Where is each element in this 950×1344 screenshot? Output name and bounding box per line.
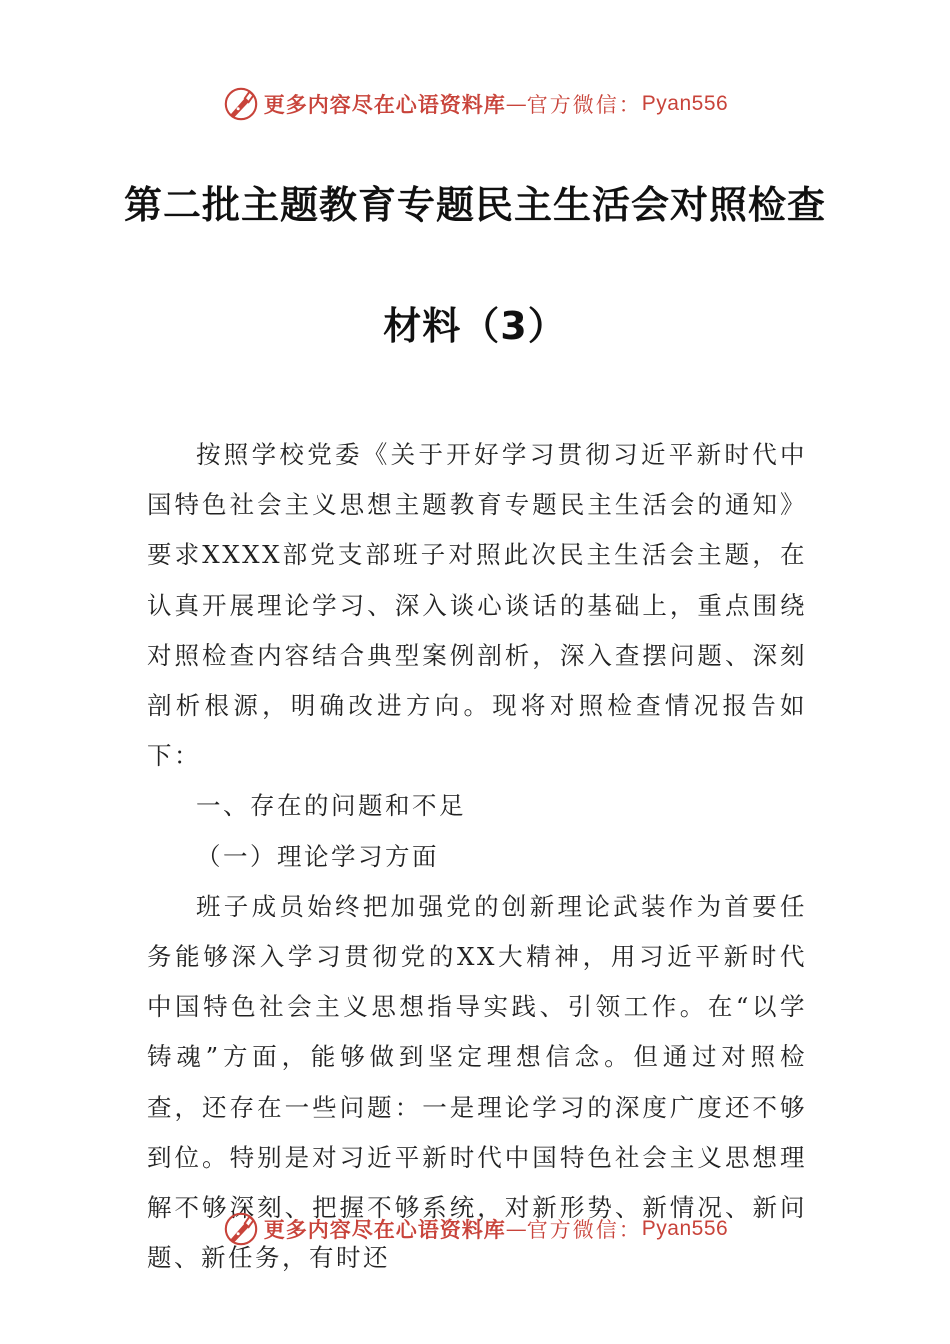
watermark-wechat-id: Pyan556 — [641, 92, 729, 115]
watermark-separator: — — [505, 1217, 527, 1241]
document-body — [147, 430, 807, 1283]
paragraph-theory-study: 班子成员始终把加强党的创新理论武装作为首要任务能够深入学习贯彻党的XX大精神，用习近平新时代中国特色社会主义思想指导实践、引领工作。在“以学铸魂”方面，能够做到坚定理想信念。但通过对照检查，还存在一些问题：一是理论学习的深度广度还不够到位。特别是对习近平新时代中国特色社会主义思想理解不够深刻、把握不够系统，对新形势、新情况、新问题、新任务，有时还 — [147, 891, 807, 1273]
document-title-line1: 第二批主题教育专题民主生活会对照检查 — [123, 183, 826, 227]
document-title-line2: 材料（3） — [383, 304, 567, 348]
footer-watermark — [0, 1205, 950, 1253]
watermark-label: 官方微信： — [526, 93, 642, 117]
watermark-wechat-id: Pyan556 — [641, 1217, 729, 1240]
watermark-label: 官方微信： — [526, 1218, 642, 1242]
header-watermark — [0, 80, 950, 128]
pen-nib-icon — [222, 1210, 260, 1248]
subsection-heading: （一）理论学习方面 — [196, 841, 439, 871]
watermark-separator: — — [505, 92, 527, 116]
pen-nib-icon — [222, 85, 260, 123]
paragraph-intro: 按照学校党委《关于开好学习贯彻习近平新时代中国特色社会主义思想主题教育专题民主生活会的通知》要求XXXX部党支部班子对照此次民主生活会主题，在认真开展理论学习、深入谈心谈话的基础上，重点围绕对照检查内容结合典型案例剖析，深入查摆问题、深刻剖析根源，明确改进方向。现将对照检查情况报告如下： — [147, 440, 807, 771]
section-heading: 一、存在的问题和不足 — [196, 791, 466, 821]
watermark-site-text: 更多内容尽在心语资料库 — [263, 93, 506, 117]
watermark-site-text: 更多内容尽在心语资料库 — [263, 1218, 506, 1242]
